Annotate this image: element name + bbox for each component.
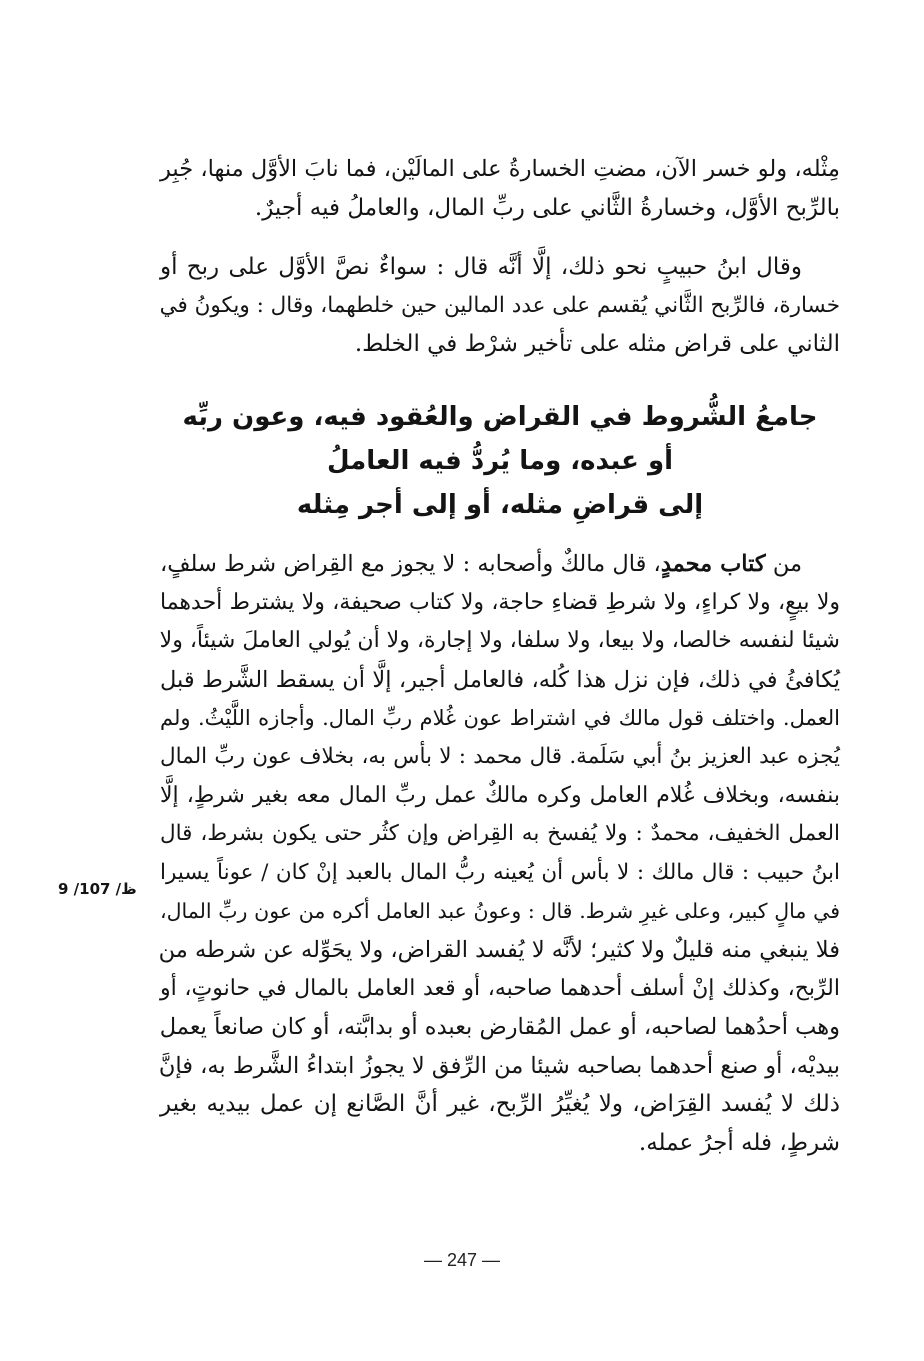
page-number: — 247 — [423, 1250, 501, 1270]
text-line: ذلك لا يُفسد القِرَاض، ولا يُغيِّرُ الرِّبح، غير أنَّ الصَّانع إن عمل بيديه بغير [160, 1091, 840, 1118]
text-line-first [160, 545, 840, 584]
text-prefix: من [765, 551, 802, 577]
text-line: بالرِّبح الأوَّل، وخسارةُ الثَّاني على ربِّ المال، والعاملُ فيه أجيرٌ. [254, 194, 840, 221]
text-line: العمل الخفيف، محمدٌ : ولا يُفسخ به القِراض وإن كثُر حتى يكون بشرط، قال [160, 821, 840, 847]
book-title: كتاب محمدٍ [660, 551, 766, 577]
text-line: في مالٍ كبير، وعلى غيرِ شرط. قال : وعونُ عبد العامل أكره من عون ربِّ المال، [160, 899, 840, 924]
text-line: بيديْه، أو صنع أحدهما بصاحبه شيئا من الرِّفق لا يجوزُ ابتداءُ الشَّرط به، فإنَّ [158, 1052, 840, 1079]
paragraph-2 [160, 248, 840, 364]
heading-line: جامعُ الشُّروط في القراض والعُقود فيه، وعون ربِّه [182, 402, 818, 432]
text-line: العمل. واختلف قول مالك في اشتراط عون غُلام ربِّ المال. وأجازه اللَّيْثُ. ولم [160, 706, 840, 731]
paragraph-3 [160, 545, 840, 1163]
heading-line: أو عبده، وما يُردُّ فيه العاملُ [326, 446, 674, 476]
text-line: وقال ابنُ حبيبٍ نحو ذلك، إلَّا أنَّه قال : سواءٌ نصَّ الأوَّل على ربح أو [160, 254, 802, 280]
heading-line: إلى قراضِ مثله، أو إلى أجر مِثله [296, 490, 704, 520]
text-line: وهب أحدُهما لصاحبه، أو عمل المُقارض بعبده أو بدابَّته، أو كان صانعاً يعمل [159, 1014, 840, 1041]
text-line: مِثْله، ولو خسر الآن، مضتِ الخسارةُ على المالَيْن، فما نابَ الأوَّل منها، جُبِر [160, 156, 840, 182]
text-line: بنفسه، وبخلاف غُلام العامل وكره مالكٌ عمل ربِّ المال معه بغير شرطٍ، إلَّا [160, 782, 840, 808]
text-line: فلا ينبغي منه قليلٌ ولا كثير؛ لأنَّه لا يُفسد القراض، ولا يحَوِّله عن شرطه من [158, 936, 840, 963]
section-heading [160, 395, 840, 527]
text-line: شرطٍ، فله أجرُ عمله. [638, 1129, 840, 1156]
paragraph-1 [160, 150, 840, 227]
text-line: يُكافئُ في ذلك، فإن نزل هذا كُله، فالعامل أجير، إلَّا أن يسقط الشَّرط قبل [160, 666, 840, 693]
text-line: الثاني على قراض مثله على تأخير شرْط في الخلط. [354, 331, 840, 358]
text-line: الرِّبح، وكذلك إنْ أسلف أحدهما صاحبه، أو قعد العامل بالمال في حانوتٍ، أو [160, 975, 840, 1001]
text-line: يُجزه عبد العزيز بنُ أبي سَلَمة. قال محمد : لا بأس به، بخلاف عون ربِّ المال [160, 743, 840, 769]
text-rest: ، قال مالكٌ وأصحابه : لا يجوز مع القِراض شرط سلفٍ، [160, 551, 661, 577]
manuscript-folio-note: ظ/ 107/ 9 [58, 880, 137, 898]
text-line: ولا بيعٍ، ولا كراءٍ، ولا شرطِ قضاءِ حاجة، ولا كتاب صحيفة، ولا يشترط أحدهما [160, 589, 840, 615]
text-line: خسارة، فالرِّبح الثَّاني يُقسم على عدد المالين حين خلطهما، وقال : ويكونُ في [159, 292, 840, 318]
text-line: شيئا لنفسه خالصا، ولا بيعا، ولا سلفا، ولا إجارة، ولا أن يُولي العاملَ شيئاً، ولا [159, 628, 840, 654]
text-line: ابنُ حبيب : قال مالك : لا بأس أن يُعينه ربُّ المال بالعبد إنْ كان / عوناً يسيرا [160, 859, 840, 885]
